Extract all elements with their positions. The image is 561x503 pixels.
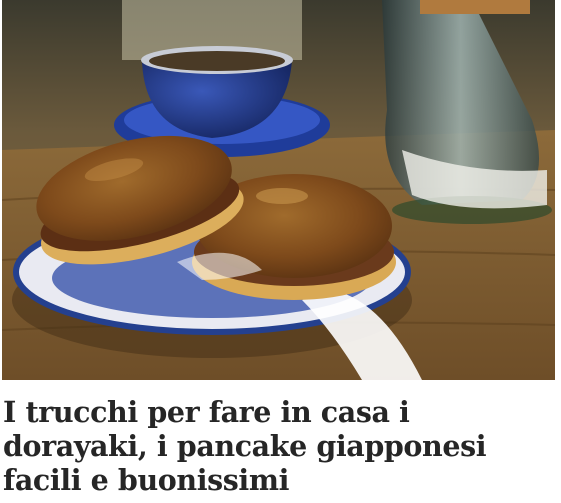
article-headline[interactable]: I trucchi per fare in casa i dorayaki, i pancake giapponesi facili e buonissimi bbox=[3, 395, 487, 497]
jug-lid bbox=[420, 0, 530, 14]
dorayaki-right-sheen bbox=[256, 188, 308, 204]
teacup-inside bbox=[149, 51, 285, 71]
article-image[interactable] bbox=[2, 0, 555, 380]
dorayaki-photo bbox=[2, 0, 555, 380]
